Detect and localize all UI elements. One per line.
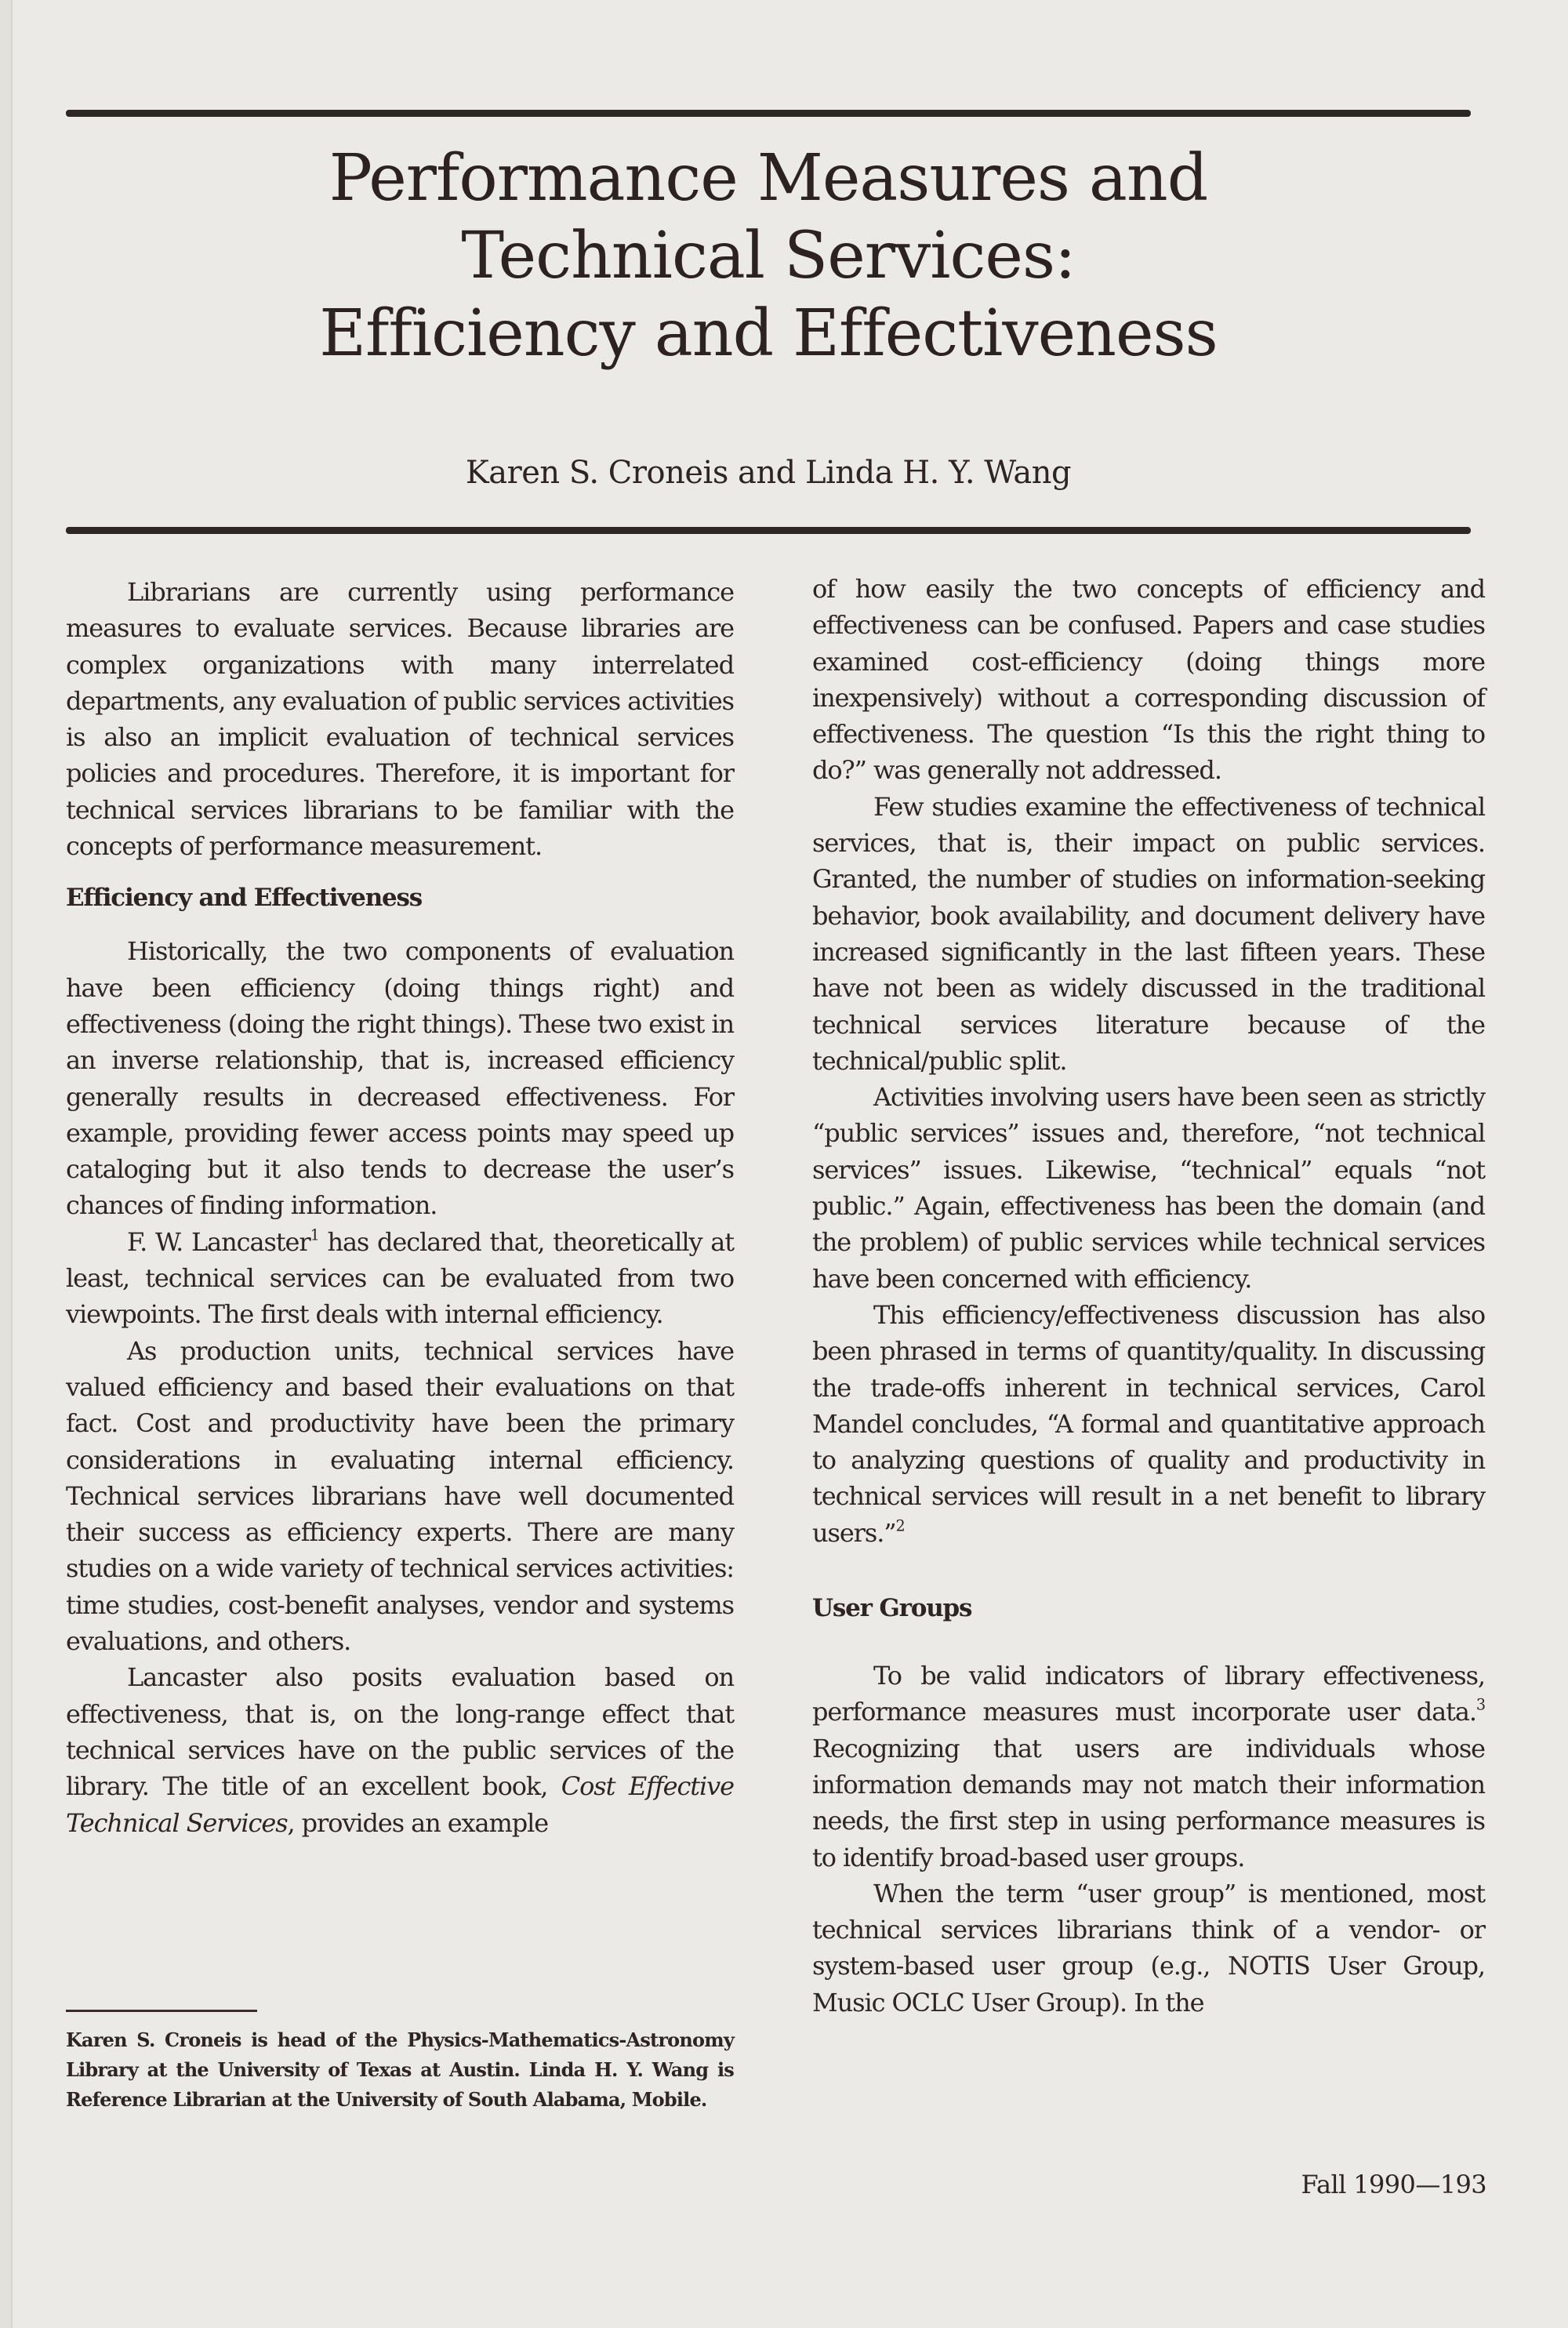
paragraph-text: has declared that, theoretically at least, technical services can be evaluated from two viewpoints. The first deals with internal efficiency. bbox=[66, 1226, 734, 1330]
paragraph-text: To be valid indicators of library effectiveness, performance measures must incorporate user data. bbox=[812, 1661, 1485, 1727]
article-authors: Karen S. Croneis and Linda H. Y. Wang bbox=[465, 455, 1072, 491]
paragraph-text: Lancaster also posits evaluation based on effectiveness, that is, on the long-range effect that technical services have on the public services of the library. The title of an excellent book, bbox=[66, 1662, 734, 1802]
page-folio: Fall 1990—193 bbox=[1301, 2170, 1486, 2199]
book-title: Cost Effective Technical Services bbox=[66, 1771, 734, 1838]
title-line: Performance Measures and bbox=[328, 141, 1208, 216]
paragraph-text: , provides an example bbox=[287, 1807, 549, 1838]
footnote-ref-3: 3 bbox=[1475, 1695, 1485, 1714]
footnote-ref-2: 2 bbox=[895, 1516, 905, 1535]
title-rule-top bbox=[66, 110, 1471, 117]
intro-paragraph: Librarians are currently using performance measures to evaluate services. Because libraries are complex organizations with many interrelated departments, any evaluation of public services activities is also an implicit evaluation of technical services policies and procedures. Therefore, it is important for technical services librarians to be familiar with the concepts of performance measurement. bbox=[66, 577, 734, 862]
section-heading-user-groups: User Groups bbox=[812, 1594, 972, 1623]
title-rule-bottom bbox=[66, 527, 1471, 534]
body-paragraph: Few studies examine the effectiveness of technical services, that is, their impact on public services. Granted, the number of studies on information-seeking behavior, book availability, and document delivery have increased significantly in the last fifteen years. These have not been as widely discussed in the traditional technical services literature because of the technical/public split. bbox=[812, 791, 1485, 1076]
article-title bbox=[66, 140, 1471, 372]
left-column bbox=[66, 574, 734, 1841]
title-line: Technical Services: bbox=[461, 219, 1076, 293]
paragraph-text: This efficiency/effectiveness discussion has also been phrased in terms of quantity/quality. In discussing the trade-offs inherent in technical services, Carol Mandel concludes, “A formal and quantitative approach to analyzing questions of quality and productivity in technical services will result in a net benefit to library users.” bbox=[812, 1299, 1485, 1548]
body-paragraph bbox=[812, 1297, 1485, 1551]
right-column bbox=[812, 571, 1485, 2021]
paragraph-text: F. W. Lancaster bbox=[127, 1226, 310, 1257]
author-footnote: Karen S. Croneis is head of the Physics-Mathematics-Astronomy Library at the University of Texas at Austin. Linda H. Y. Wang is Reference Librarian at the University of South Alabama, Mobile. bbox=[66, 2028, 734, 2111]
body-paragraph-continued: of how easily the two concepts of efficiency and effectiveness can be confused. Papers and case studies examined cost-efficiency (doing things more inexpensively) without a corresponding discussion of effectiveness. The question “Is this the right thing to do?” was generally not addressed. bbox=[812, 574, 1485, 786]
body-paragraph: Activities involving users have been seen as strictly “public services” issues and, therefore, “not technical services” issues. Likewise, “technical” equals “not public.” Again, effectiveness has been the domain (and the problem) of public services while technical services have been concerned with efficiency. bbox=[812, 1082, 1485, 1294]
body-paragraph: When the term “user group” is mentioned, most technical services librarians think of a vendor- or system-based user group (e.g., NOTIS User Group, Music OCLC User Group). In the bbox=[812, 1878, 1485, 2017]
body-paragraph bbox=[812, 1658, 1485, 1876]
body-paragraph: As production units, technical services have valued efficiency and based their evaluations on that fact. Cost and productivity have been the primary considerations in evaluating internal efficiency. Technical services librarians have well documented their success as efficiency experts. There are many studies on a wide variety of technical services activities: time studies, cost-benefit analyses, vendor and systems evaluations, and others. bbox=[66, 1335, 734, 1657]
section-heading-efficiency: Efficiency and Effectiveness bbox=[66, 884, 423, 913]
footnote-rule bbox=[66, 2010, 257, 2012]
title-line: Efficiency and Effectiveness bbox=[319, 296, 1218, 371]
footnote-ref-1: 1 bbox=[310, 1226, 319, 1244]
paragraph-text: Recognizing that users are individuals whose information demands may not match their information needs, the first step in using performance measures is to identify broad-based user groups. bbox=[812, 1733, 1485, 1872]
body-paragraph bbox=[66, 1224, 734, 1333]
body-paragraph: Historically, the two components of evaluation have been efficiency (doing things right) and effectiveness (doing the right things). These two exist in an inverse relationship, that is, increased efficiency generally results in decreased effectiveness. For example, providing fewer access points may speed up cataloging but it also tends to decrease the user’s chances of finding information. bbox=[66, 936, 734, 1221]
page-binding-edge bbox=[0, 0, 13, 2328]
body-paragraph bbox=[66, 1659, 734, 1840]
